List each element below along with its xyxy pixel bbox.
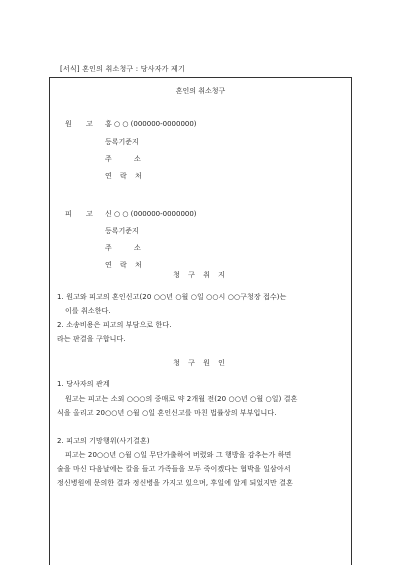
defendant-contact-label: 연 락 처	[105, 261, 145, 269]
document-frame	[49, 77, 352, 565]
claim-purpose-line: 라는 판결을 구합니다.	[57, 335, 126, 343]
plaintiff-label: 원 고	[65, 120, 99, 128]
cause-section-line: 피고는 20○○년 ○월 ○일 무단가출하여 버렸와 그 행방을 감추는가 하면	[65, 451, 292, 459]
claim-purpose-heading: 청 구 취 지	[173, 271, 228, 279]
claim-purpose-line: 1. 원고와 피고의 혼인신고(20 ○○년 ○월 ○일 ○○시 ○○구청장 접수)는	[57, 293, 287, 301]
claim-purpose-line: 2. 소송비용은 피고의 부담으로 한다.	[57, 321, 172, 329]
cause-section-line: 원고는 피고는 소외 ○○○의 중매로 약 2개월 전(20 ○○년 ○월 ○일) 결혼	[65, 395, 298, 403]
defendant-name-line: 신 ○ ○ (000000-0000000)	[105, 210, 197, 218]
plaintiff-contact-label: 연 락 처	[105, 172, 145, 180]
claim-purpose-line: 이를 취소한다.	[65, 307, 111, 315]
cause-section-line: 식을 올리고 20○○년 ○월 ○일 혼인신고를 마친 법률상의 부부입니다.	[57, 409, 277, 417]
defendant-address-label: 주 소	[105, 244, 151, 252]
cause-section-title: 2. 피고의 기망행위(사기결혼)	[57, 437, 150, 445]
defendant-registry-label: 등록기준지	[105, 227, 139, 235]
plaintiff-name-line: 홍 ○ ○ (000000-0000000)	[105, 120, 197, 128]
cause-section-title: 1. 당사자의 관계	[57, 380, 110, 388]
plaintiff-address-label: 주 소	[105, 155, 151, 163]
document-title: 혼인의 취소청구	[175, 87, 226, 95]
defendant-label: 피 고	[65, 210, 99, 218]
form-header: [서식] 혼인의 취소청구 : 당사자가 제기	[60, 65, 185, 73]
claim-cause-heading: 청 구 원 인	[173, 359, 228, 367]
cause-section-line: 정신병원에 문의한 결과 정신병을 가지고 있으며, 후일에 알게 되었지만 결혼	[57, 479, 293, 487]
cause-section-line: 술을 마신 다음날에는 칼을 들고 가족들을 모두 죽이겠다는 협박을 일삼아서	[57, 465, 291, 473]
plaintiff-registry-label: 등록기준지	[105, 138, 139, 146]
